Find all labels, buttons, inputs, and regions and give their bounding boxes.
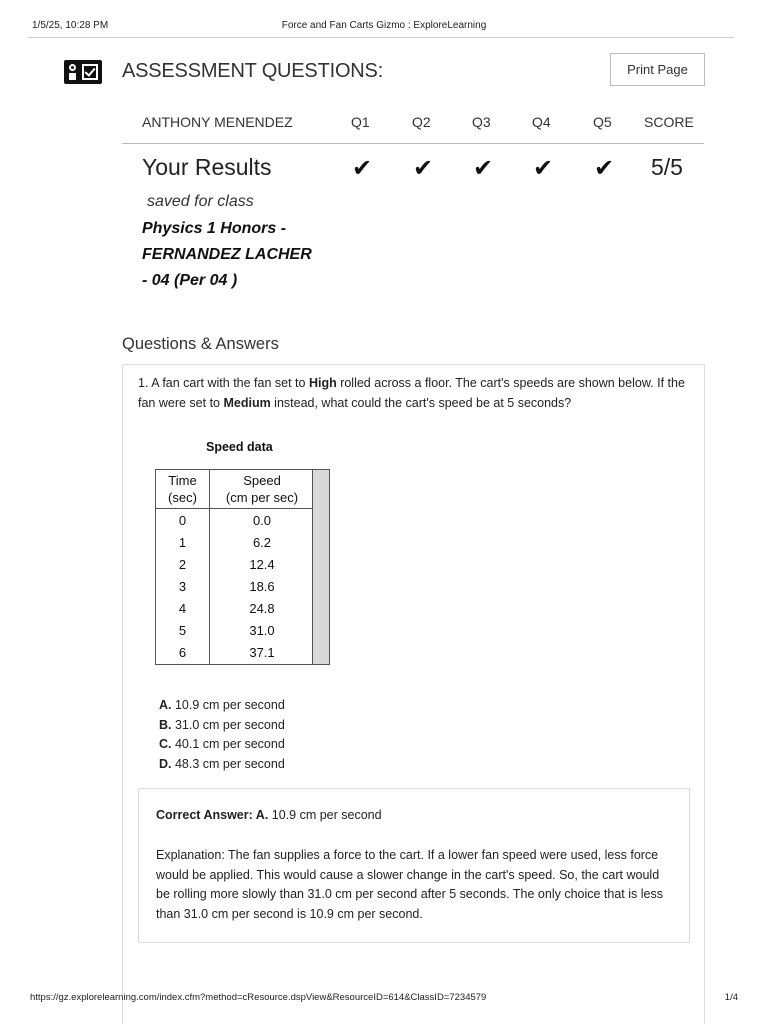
assessment-icon: [64, 60, 102, 84]
header-time: Time (sec): [168, 473, 197, 505]
class-name-line: FERNANDEZ LACHER: [142, 246, 312, 263]
page-number: 1/4: [724, 992, 738, 1003]
speed-cell: 37.1: [249, 645, 275, 660]
question-text: 1. A fan cart with the fan set to High rolled across a floor. The cart's speeds are shown below. If the fan were set to Medium instead, what could the cart's speed be at 5 seconds?: [138, 376, 685, 410]
speed-cell: 18.6: [249, 579, 275, 594]
choice-d: D. 48.3 cm per second: [159, 756, 285, 771]
time-cell: 4: [178, 601, 187, 616]
column-q2: Q2: [412, 114, 431, 130]
qa-section-title: Questions & Answers: [122, 335, 279, 353]
class-name: [142, 216, 322, 294]
print-title: Force and Fan Carts Gizmo : ExploreLearning: [281, 20, 487, 31]
q4-check-icon: ✔: [532, 155, 554, 182]
speed-cell: 31.0: [249, 623, 275, 638]
q5-check-icon: ✔: [593, 155, 615, 182]
column-q3: Q3: [472, 114, 491, 130]
column-q4: Q4: [532, 114, 551, 130]
table-title: Speed data: [206, 440, 273, 454]
explanation-text: Explanation: The fan supplies a force to the cart. If a lower fan speed were used, less force would be applied. This would cause a slower change in the cart's speed. So, the cart would be rolling more slowly than 31.0 cm per second after 5 seconds. The only choice that is less than 31.0 cm per second is 10.9 cm per second.: [156, 848, 663, 921]
speed-cell: 12.4: [249, 557, 275, 572]
choice-a: A. 10.9 cm per second: [159, 698, 285, 712]
class-name-line: Physics 1 Honors -: [142, 220, 287, 237]
time-cell: 5: [178, 623, 187, 638]
time-cell: 3: [178, 579, 187, 594]
speed-data-table: [155, 469, 330, 665]
score-value: 5/5: [651, 154, 683, 180]
time-cell: 2: [178, 557, 187, 572]
q3-check-icon: ✔: [472, 155, 494, 182]
choice-b: B. 31.0 cm per second: [159, 717, 285, 732]
answer-choices: [159, 696, 285, 774]
time-cell: 0: [178, 513, 187, 528]
time-cell: 1: [178, 535, 187, 550]
saved-for-class: saved for class: [147, 193, 254, 210]
student-name: ANTHONY MENENDEZ: [142, 114, 293, 130]
column-score: SCORE: [644, 114, 694, 130]
table-scrollbar[interactable]: [312, 470, 329, 664]
page-title: ASSESSMENT QUESTIONS:: [122, 60, 384, 82]
print-datetime: 1/5/25, 10:28 PM: [32, 20, 109, 31]
column-q1: Q1: [351, 114, 370, 130]
header-divider: [28, 37, 734, 38]
speed-cell: 24.8: [249, 601, 275, 616]
results-row-label: Your Results: [142, 154, 272, 180]
speed-cell: 0.0: [252, 513, 272, 528]
q2-check-icon: ✔: [412, 155, 434, 182]
class-name-line: - 04 (Per 04 ): [142, 272, 238, 289]
print-page-button[interactable]: Print Page: [610, 53, 705, 86]
column-q5: Q5: [593, 114, 612, 130]
header-speed: Speed (cm per sec): [225, 473, 299, 505]
choice-c: C. 40.1 cm per second: [159, 737, 285, 751]
q1-check-icon: ✔: [351, 155, 373, 182]
results-divider: [122, 143, 704, 144]
speed-cell: 6.2: [252, 535, 272, 550]
page-url: https://gz.explorelearning.com/index.cfm?method=cResource.dspView&ResourceID=614&ClassID=7234579: [30, 992, 487, 1003]
correct-answer: Correct Answer: A. 10.9 cm per second: [156, 808, 382, 822]
time-cell: 6: [178, 645, 187, 660]
print-header: [0, 0, 768, 36]
